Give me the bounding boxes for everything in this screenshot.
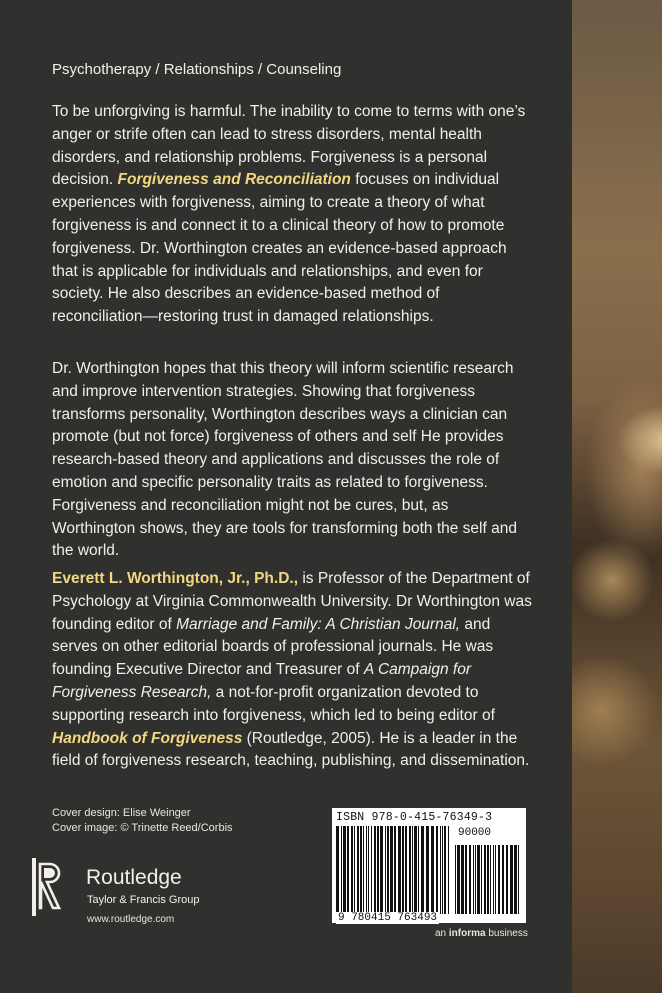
barcode-bar	[490, 845, 491, 914]
barcode-bar	[518, 845, 519, 914]
barcode-bar	[436, 826, 438, 914]
barcode-bar	[343, 826, 346, 914]
barcode-bar	[354, 826, 355, 914]
bio-text-3: a not-for-profit organization devoted to supporting research into forgiveness, which led to being editor of	[52, 683, 495, 724]
ean-digits: 9 780415 763493	[338, 912, 438, 924]
book-title: Forgiveness and Reconciliation	[117, 171, 351, 189]
barcode-bar	[385, 826, 386, 914]
barcode-bar	[498, 845, 500, 914]
barcode-bar	[495, 845, 496, 914]
author-name: Everett L. Worthington, Jr., Ph.D.,	[52, 570, 299, 587]
cover-credits	[52, 806, 233, 836]
cover-image-strip	[572, 0, 662, 993]
barcode-addon-bars	[455, 845, 522, 914]
barcode-bar	[502, 845, 504, 914]
barcode-bar	[421, 826, 424, 914]
barcode-bar	[351, 826, 353, 914]
barcode-bar	[493, 845, 494, 914]
description-text-1a: To be unforgiving is harmful. The inability to come to terms with one’s anger or strife often can lead to stress disorders, mental health disorders, and relationship problems. Forgiveness is a personal decision.	[52, 103, 526, 189]
journal-title: Marriage and Family: A Christian Journal,	[176, 615, 461, 633]
routledge-logo-icon	[32, 858, 62, 916]
barcode-bar	[469, 845, 471, 914]
barcode-bar	[360, 826, 362, 914]
barcode-bar	[380, 826, 383, 914]
barcode-bar	[409, 826, 411, 914]
barcode-bar	[487, 845, 489, 914]
barcode-bar	[440, 826, 441, 914]
barcode-bar	[426, 826, 429, 914]
barcode-bar	[442, 826, 443, 914]
campaign-name: A Campaign for Forgiveness Research,	[52, 661, 472, 701]
handbook-title: Handbook of Forgiveness	[52, 729, 243, 747]
cover-image-credit: Cover image: © Trinette Reed/Corbis	[52, 822, 233, 834]
isbn-number: ISBN 978-0-415-76349-3	[336, 811, 493, 824]
barcode-bar	[461, 845, 464, 914]
barcode-bar	[412, 826, 413, 914]
barcode-bar	[347, 826, 349, 914]
barcode-bar	[366, 826, 367, 914]
barcode-bar	[387, 826, 389, 914]
publisher-url: www.routledge.com	[87, 914, 175, 925]
cover-design-credit: Cover design: Elise Weinger	[52, 807, 191, 819]
barcode-bar	[510, 845, 513, 914]
barcode-bar	[374, 826, 376, 914]
description-text-1b: focuses on individual experiences with forgiveness, aiming to create a theory of what forgiveness is and connect it to a clinical theory of how to promote forgiveness. Dr. Worthington creates an evidence-based approach that is applicable for individuals and relationships, and even for society. He also describes an evidence-based method of reconciliation—restoring trust in damaged relationships.	[52, 171, 507, 326]
barcode-bar	[506, 845, 508, 914]
barcode-bar	[405, 826, 407, 914]
barcode-bar	[444, 826, 446, 914]
subject-category: Psychotherapy / Relationships / Counseling	[52, 61, 342, 78]
barcode-bar	[475, 845, 476, 914]
barcode-bar	[390, 826, 393, 914]
barcode-bar	[431, 826, 434, 914]
barcode-bar	[368, 826, 369, 914]
barcode-bar	[414, 826, 417, 914]
barcode-bar	[477, 845, 480, 914]
publisher-group: Taylor & Francis Group	[87, 894, 200, 906]
price-code: 90000	[458, 827, 492, 839]
publisher-name: Routledge	[86, 866, 182, 889]
bio-text-2: and serves on other editorial boards of professional journals. He was founding Executive Director and Treasurer of	[52, 615, 494, 679]
description-paragraph-1	[52, 101, 532, 329]
barcode-bar	[377, 826, 379, 914]
bio-text-1: is Professor of the Department of Psychology at Virginia Commonwealth University. Dr Worthington was founding editor of	[52, 570, 532, 633]
barcode-bar	[363, 826, 364, 914]
barcode-bar	[336, 826, 339, 914]
author-bio	[52, 568, 532, 773]
barcode-bar	[484, 845, 486, 914]
barcode-bar	[418, 826, 419, 914]
description-paragraph-2: Dr. Worthington hopes that this theory will inform scientific research and improve intervention strategies. Showing that forgiveness transforms personality, Worthington describes ways a clinician can promote (but not force) forgiveness of others and self He provides research-based theory and applications and discusses the role of emotion and specific personality traits as related to forgiveness. Forgiveness and reconciliation might not be cures, but, as Worthington shows, they are tools for transforming both the self and the world.	[52, 360, 517, 560]
informa-post: business	[485, 928, 528, 939]
barcode-bar	[341, 826, 342, 914]
bio-text-4: (Routledge, 2005). He is a leader in the field of forgiveness research, teaching, publishing, and dissemination.	[52, 729, 530, 770]
barcode-bar	[371, 826, 372, 914]
barcode-bars	[336, 826, 451, 914]
barcode-bar	[473, 845, 474, 914]
barcode-bar	[394, 826, 396, 914]
isbn-barcode	[332, 808, 526, 923]
barcode-bar	[457, 845, 460, 914]
informa-pre: an	[435, 928, 449, 939]
informa-tagline	[435, 928, 528, 939]
barcode-bar	[481, 845, 482, 914]
barcode-bar	[465, 845, 467, 914]
barcode-bar	[514, 845, 517, 914]
barcode-bar	[357, 826, 359, 914]
informa-brand: informa	[448, 928, 486, 939]
barcode-bar	[402, 826, 404, 914]
barcode-bar	[448, 826, 449, 914]
barcode-bar	[398, 826, 401, 914]
barcode-bar	[455, 845, 456, 914]
